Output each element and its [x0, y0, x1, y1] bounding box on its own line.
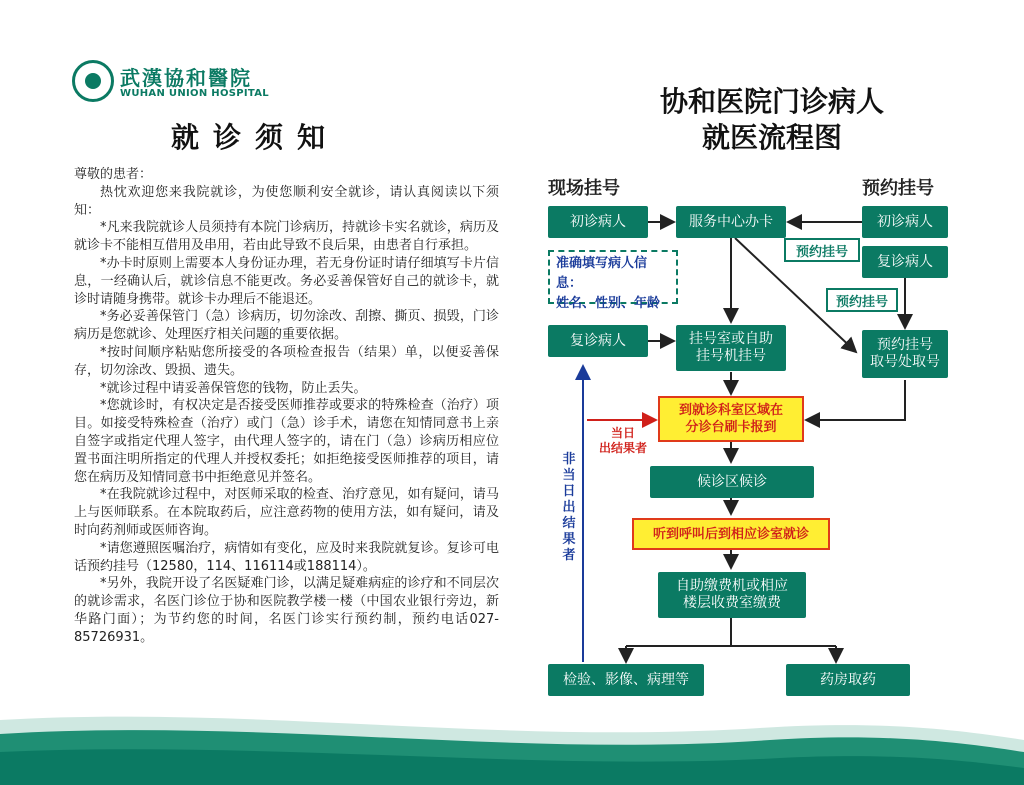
- flowchart-title-line2: 就医流程图: [701, 121, 842, 154]
- pharmacy-box: 药房取药: [786, 664, 910, 696]
- payment-box: [658, 572, 806, 618]
- patient-info-note: [548, 250, 678, 311]
- notice-title: 就诊须知: [170, 121, 339, 154]
- checkin-box: [658, 396, 804, 442]
- appointment-registration-label: 预约挂号: [862, 178, 934, 199]
- payment-line2: 楼层收费室缴费: [683, 595, 781, 611]
- patient-info-note-line1: 准确填写病人信息：: [556, 256, 648, 291]
- notice-paragraph: *凡来我院就诊人员须持有本院门诊病历，持就诊卡实名就诊，病历及就诊卡不能相互借用及串用，若由此导致不良后果，由患者自行承担。: [74, 220, 499, 254]
- appointment-tag: 预约挂号: [826, 288, 898, 312]
- appointment-pickup-line1: 预约挂号: [877, 337, 933, 353]
- checkin-line2: 分诊台刷卡报到: [685, 420, 777, 435]
- first-visit-appointment-box: 初诊病人: [862, 206, 948, 238]
- notice-paragraph: 热忱欢迎您来我院就诊，为使您顺利安全就诊，请认真阅读以下须知：: [74, 184, 499, 218]
- notice-paragraph: *就诊过程中请妥善保管您的钱物，防止丢失。: [100, 380, 367, 396]
- registration-box-line1: 挂号室或自助: [689, 331, 773, 347]
- notice-paragraph: *在我院就诊过程中，对医师采取的检查、治疗意见，如有疑问，请马上与医师联系。在本院取药后，应注意药物的使用方法，如有疑问，请及时向药剂师或医师咨询。: [74, 487, 499, 538]
- same-day-result-label: [588, 426, 658, 456]
- flowchart-title-line1: 协和医院门诊病人: [659, 85, 884, 118]
- notice-paragraph: *您就诊时，有权决定是否接受医师推荐或要求的特殊检查（治疗）项目。如接受特殊检查（治疗）或门（急）诊手术，请您在知情同意书上亲自签字或指定代理人签字，由代理人签字的，请在门（急）诊病历相应位置书面注明所指定的代理人并授权委托；如拒绝接受医师推荐的项目，请您在病历及知情同意书中拒绝意见并签名。: [74, 398, 499, 485]
- revisit-appointment-box: 复诊病人: [862, 246, 948, 278]
- notice-paragraph: *办卡时原则上需要本人身份证办理，若无身份证时请仔细填写卡片信息，一经确认后，就诊信息不能更改。务必妥善保管好自己的就诊卡，就诊时请随身携带。就诊卡办理后不能退还。: [74, 255, 499, 307]
- onsite-registration-label: 现场挂号: [548, 178, 620, 199]
- service-center-box: 服务中心办卡: [676, 206, 786, 238]
- same-day-line1: 当日: [610, 426, 635, 440]
- patient-info-note-line2: 姓名、性别、年龄: [556, 296, 661, 311]
- flowchart-title: [520, 84, 1024, 156]
- notice-paragraph: *另外，我院开设了名医疑难门诊，以满足疑难病症的诊疗和不同层次的就诊需求，名医门诊位于协和医院教学楼一楼（中国农业银行旁边，新华路门面）；为节约您的时间，名医门诊实行预约制，预约电话027-85726931。: [74, 576, 499, 645]
- called-to-room-box: 听到呼叫后到相应诊室就诊: [632, 518, 830, 550]
- exam-box: 检验、影像、病理等: [548, 664, 704, 696]
- registration-box: [676, 325, 786, 371]
- notice-greeting: 尊敬的患者：: [74, 167, 153, 182]
- not-same-day-result-label: 非当日出结果者: [562, 452, 576, 563]
- notice-paragraph: *务必妥善保管门（急）诊病历，切勿涂改、刮擦、撕页、损毁，门诊病历是您就诊、处理医疗相关问题的重要依据。: [74, 309, 499, 343]
- appointment-tag: 预约挂号: [784, 238, 860, 262]
- logo-chinese: 武漢協和醫院: [120, 66, 252, 90]
- bottom-wave-decoration: [0, 700, 1024, 785]
- notice-paragraph: *请您遵照医嘱治疗，病情如有变化，应及时来我院就复诊。复诊可电话预约挂号（12580，114、116114或188114）。: [74, 540, 499, 574]
- appointment-pickup-line2: 取号处取号: [870, 354, 940, 370]
- logo-english: WUHAN UNION HOSPITAL: [120, 88, 269, 99]
- appointment-pickup-box: [862, 330, 948, 378]
- checkin-line1: 到就诊科室区域在: [678, 403, 783, 418]
- registration-box-line2: 挂号机挂号: [696, 348, 766, 364]
- notice-paragraph: *按时间顺序粘贴您所接受的各项检查报告（结果）单，以便妥善保存，切勿涂改、毁损、遗失。: [74, 344, 499, 378]
- waiting-area-box: 候诊区候诊: [650, 466, 814, 498]
- same-day-line2: 出结果者: [598, 441, 647, 455]
- revisit-onsite-box: 复诊病人: [548, 325, 648, 357]
- first-visit-onsite-box: 初诊病人: [548, 206, 648, 238]
- payment-line1: 自助缴费机或相应: [676, 578, 788, 594]
